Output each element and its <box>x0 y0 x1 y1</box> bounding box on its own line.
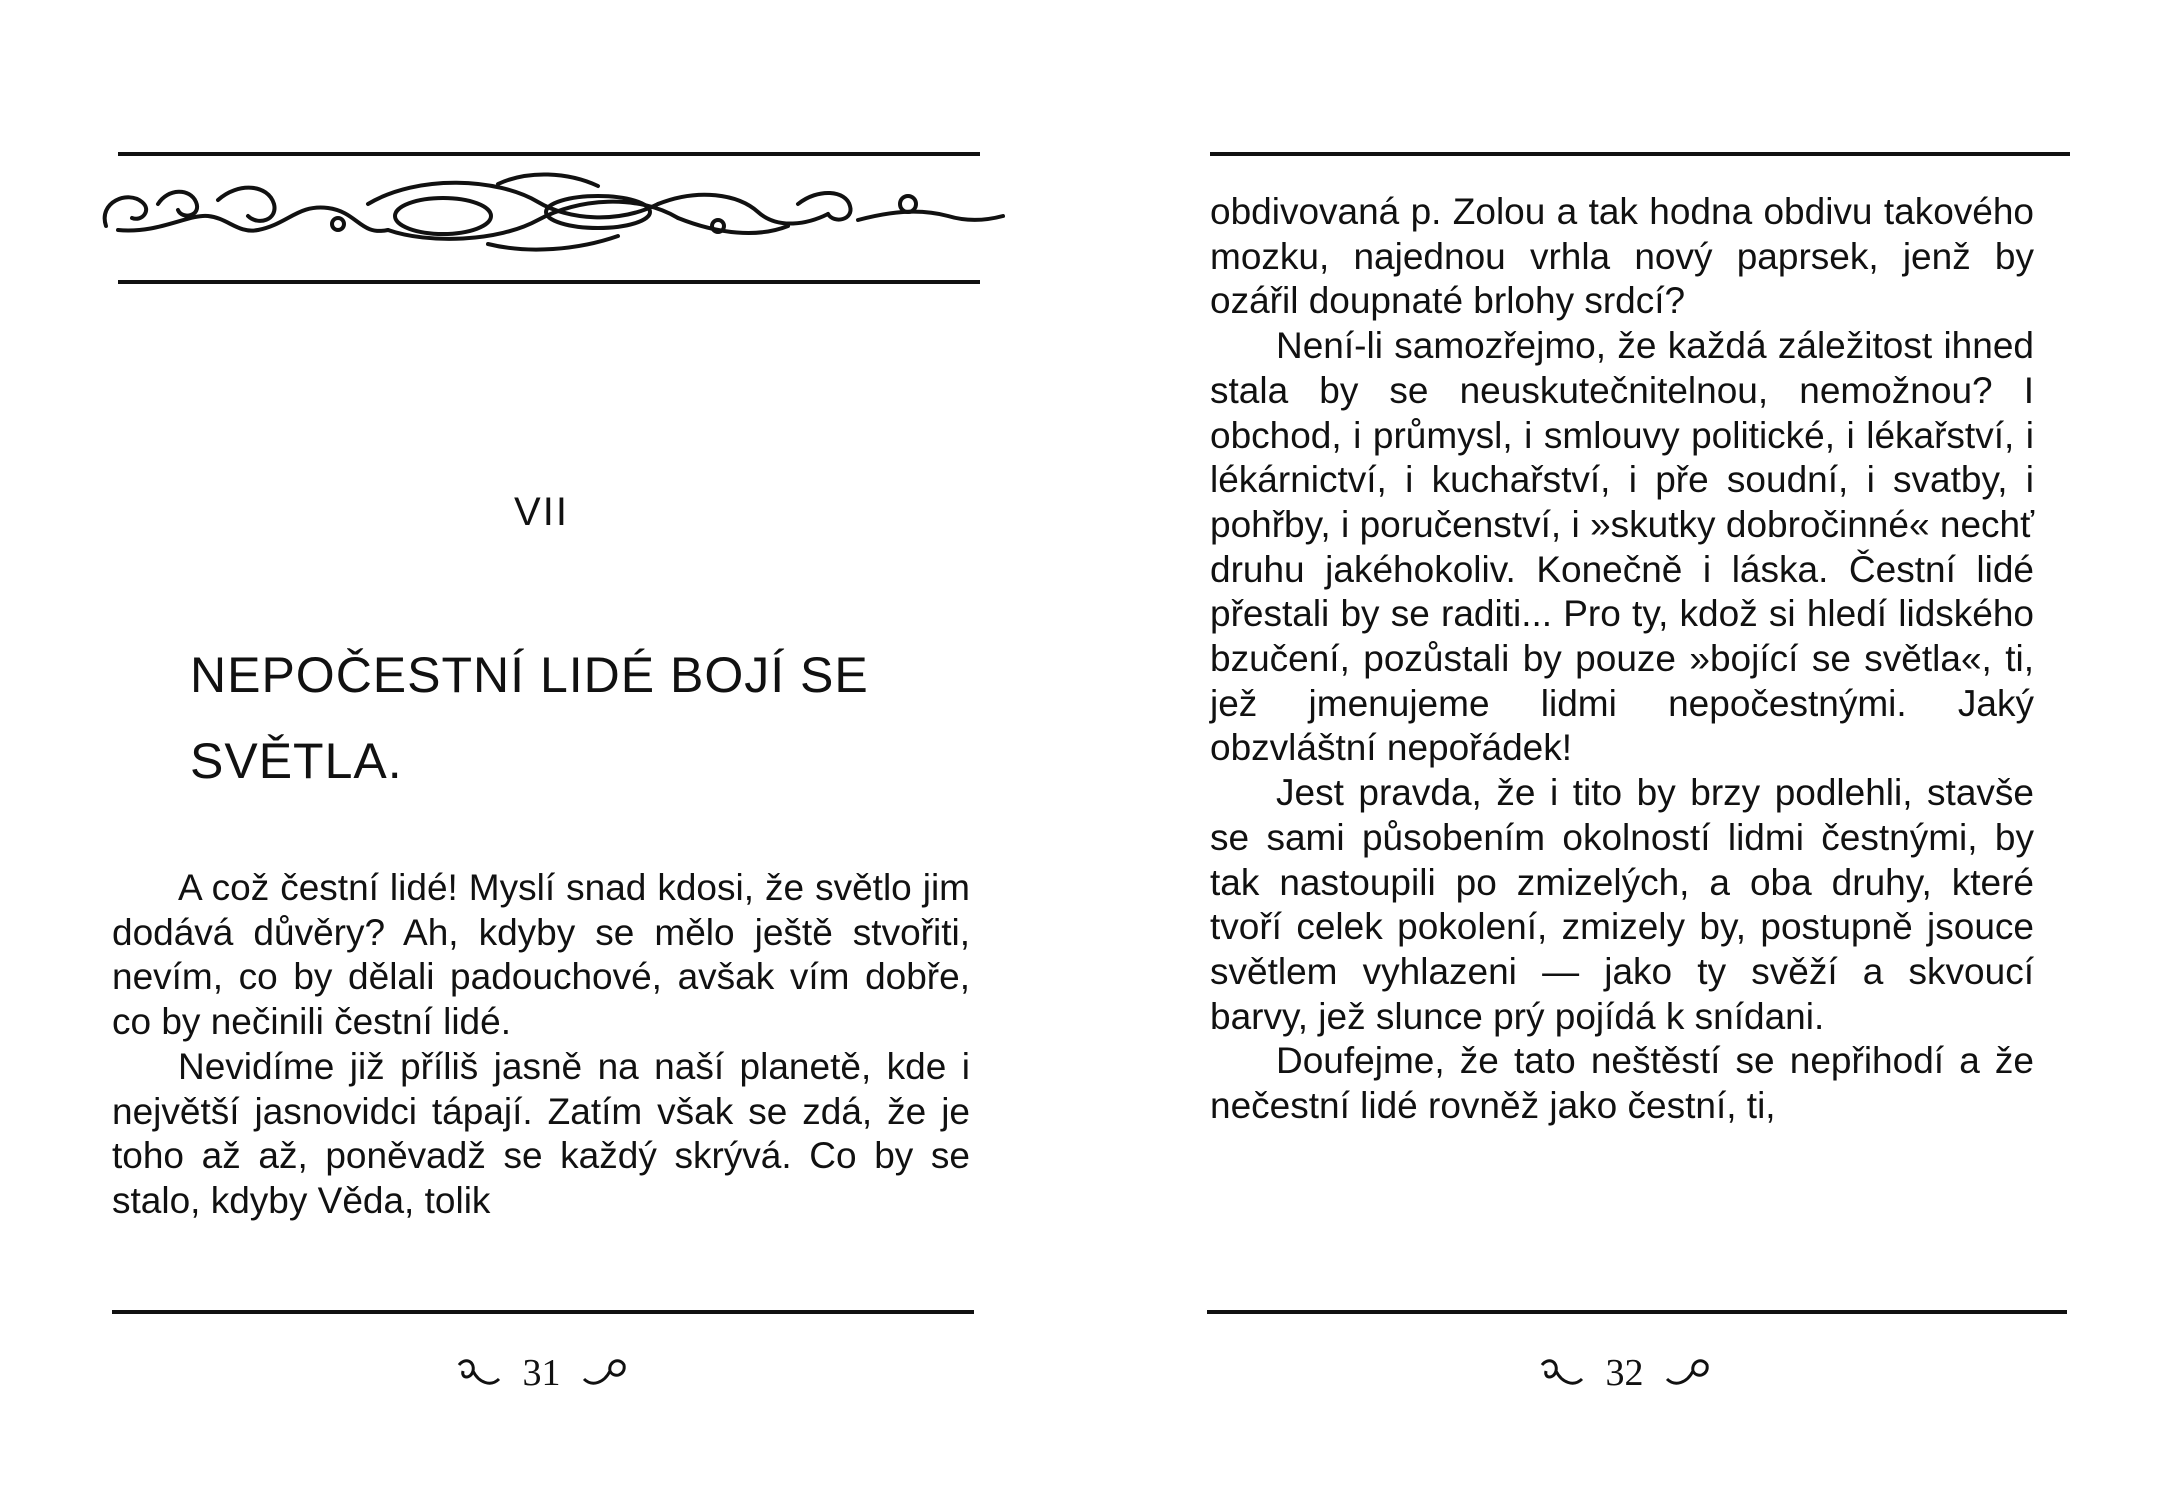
paragraph: Není-li samozřejmo, že každá záležitost ihned stala by se neuskutečnitelnou, nemožnou? I obchod, i průmysl, i smlouvy politické, i lékařství, i lékárnictví, i kuchařství, i pře soudní, i svatby, i pohřby, i poručenství, i »skutky dobročinné« nechť druhu jakéhokoliv. Konečně i láska. Čestní lidé přestali by se raditi... Pro ty, kdož si hledí lidského bzučení, pozůstali by pouze »bojící se světla«, ti, jež jmenujeme lidmi nepočestnými. Jaký obzvláštní nepořádek! <box>1210 325 2034 769</box>
page-number: 31 <box>522 1352 561 1395</box>
top-rule-upper <box>118 152 980 156</box>
paragraph: Nevidíme již příliš jasně na naší planetě, kde i největší jasnovidci tápají. Zatím však se zdá, že je toho až až, poněvadž se každý skrývá. Co by se stalo, kdyby Věda, tolik <box>112 1045 970 1221</box>
paragraph-continued: obdivovaná p. Zolou a tak hodna obdivu takového mozku, najednou vrhla nový paprsek, jenž by ozářil doupnaté brlohy srdcí? <box>1210 191 2034 322</box>
paragraph: Doufejme, že tato neštěstí se nepřihodí a že nečestní lidé rovněž jako čestní, ti, <box>1210 1040 2034 1127</box>
page-number-footer <box>1083 1348 2166 1395</box>
right-page <box>1083 0 2166 1500</box>
folio-left-flourish-icon <box>1538 1357 1586 1389</box>
left-body-text <box>112 866 970 1224</box>
page-number: 32 <box>1605 1352 1644 1395</box>
page-number-footer <box>0 1348 1083 1395</box>
chapter-title-line-1: NEPOČESTNÍ LIDÉ BOJÍ SE <box>190 647 869 703</box>
bottom-rule <box>112 1310 974 1314</box>
chapter-title-line-2: SVĚTLA. <box>190 733 403 789</box>
chapter-number: VII <box>514 490 569 534</box>
top-rule-lower <box>118 280 980 284</box>
folio-left-flourish-icon <box>455 1357 503 1389</box>
top-rule <box>1210 152 2070 156</box>
right-body-text <box>1174 190 2034 1129</box>
chapter-title <box>190 632 970 804</box>
folio-right-flourish-icon <box>1663 1357 1711 1389</box>
floral-headpiece-icon <box>98 164 1006 256</box>
paragraph: Jest pravda, že i tito by brzy podlehli, stavše se sami působením okolností lidmi čestnými, by tak nastoupili po zmizelých, a oba druhy, které tvoří celek pokolení, zmizely by, postupně jsouce světlem vyhlazeni — jako ty svěží a skvoucí barvy, jež slunce prý pojídá k snídani. <box>1210 772 2034 1037</box>
bottom-rule <box>1207 1310 2067 1314</box>
paragraph: A což čestní lidé! Myslí snad kdosi, že světlo jim dodává důvěry? Ah, kdyby se mělo ještě stvořiti, nevím, co by dělali padouchové, avšak vím dobře, co by nečinili čestní lidé. <box>112 867 970 1043</box>
folio-right-flourish-icon <box>580 1357 628 1389</box>
